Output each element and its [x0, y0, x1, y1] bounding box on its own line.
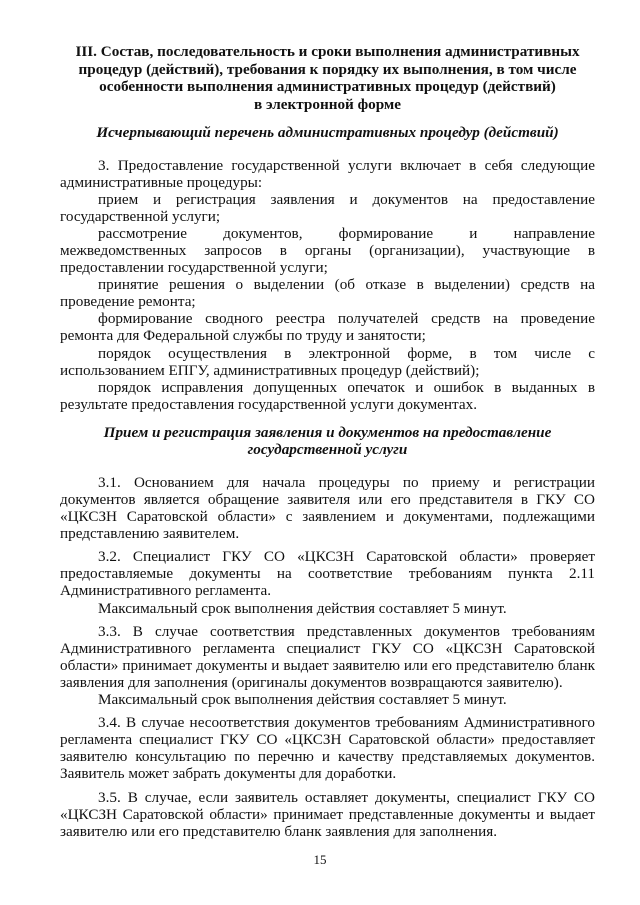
list-item-reception: прием и регистрация заявления и документов на предоставление государственной услуги;: [60, 190, 595, 225]
paragraph-3-5: 3.5. В случае, если заявитель оставляет документы, специалист ГКУ СО «ЦКСЗН Саратовской области» принимает представленные документы и выдает заявителю или его представителю бланк заявления для заполнения.: [60, 788, 595, 840]
paragraph-3: 3. Предоставление государственной услуги включает в себя следующие административные процедуры:: [60, 156, 595, 191]
subsection-title-line: государственной услуги: [247, 441, 408, 459]
paragraph-deadline: Максимальный срок выполнения действия составляет 5 минут.: [98, 599, 507, 617]
list-item-electronic: порядок осуществления в электронной форме, в том числе с использованием ЕПГУ, административных процедур (действий);: [60, 344, 595, 379]
list-item-corrections: порядок исправления допущенных опечаток и ошибок в выданных в результате предоставления государственной услуги документах.: [60, 378, 595, 413]
page-content: [60, 43, 595, 840]
paragraph-3-3: 3.3. В случае соответствия представленных документов требованиям Административного регламента специалист ГКУ СО «ЦКСЗН Саратовской области» принимает документы и выдает заявителю или его представителю бланк заявления для заполнения (оригиналы документов возвращаются заявителю).: [60, 622, 595, 691]
section-title-line: особенности выполнения административных процедур (действий): [99, 78, 556, 95]
paragraph-3-2: 3.2. Специалист ГКУ СО «ЦКСЗН Саратовской области» проверяет предоставляемые документы на соответствие требованиям пункта 2.11 Административного регламента.: [60, 548, 595, 600]
subsection-title-reception: [60, 424, 595, 459]
list-item-registry: формирование сводного реестра получателей средств на проведение ремонта для Федеральной службы по труду и занятости;: [60, 310, 595, 345]
list-item-decision: принятие решения о выделении (об отказе в выделении) средств на проведение ремонта;: [60, 276, 595, 311]
section-title-line: процедур (действий), требования к порядку их выполнения, в том числе: [78, 60, 577, 78]
paragraph-3-4: 3.4. В случае несоответствия документов требованиям Административного регламента специалист ГКУ СО «ЦКСЗН Саратовской области» предоставляет заявителю консультацию по перечню и качеству представляемых документов. Заявитель может забрать документы для доработки.: [60, 714, 595, 783]
section-title: [60, 43, 595, 113]
paragraph-3-1: 3.1. Основанием для начала процедуры по приему и регистрации документов является обращение заявителя или его представителя в ГКУ СО «ЦКСЗН Саратовской области» с заявлением и документами, подлежащими представлению заявителем.: [60, 473, 595, 543]
page-number: 15: [313, 852, 327, 867]
subsection-title-line: Прием и регистрация заявления и документов на предоставление: [103, 423, 552, 441]
paragraph-deadline: Максимальный срок выполнения действия составляет 5 минут.: [98, 691, 507, 709]
section-title-line: в электронной форме: [253, 95, 402, 113]
list-item-review: рассмотрение документов, формирование и направление межведомственных запросов в органы (организации), участвующие в предоставлении государственной услуги;: [60, 224, 595, 277]
subsection-title-procedures: Исчерпывающий перечень административных процедур (действий): [96, 124, 559, 141]
section-title-line: III. Состав, последовательность и сроки выполнения административных: [75, 43, 580, 60]
